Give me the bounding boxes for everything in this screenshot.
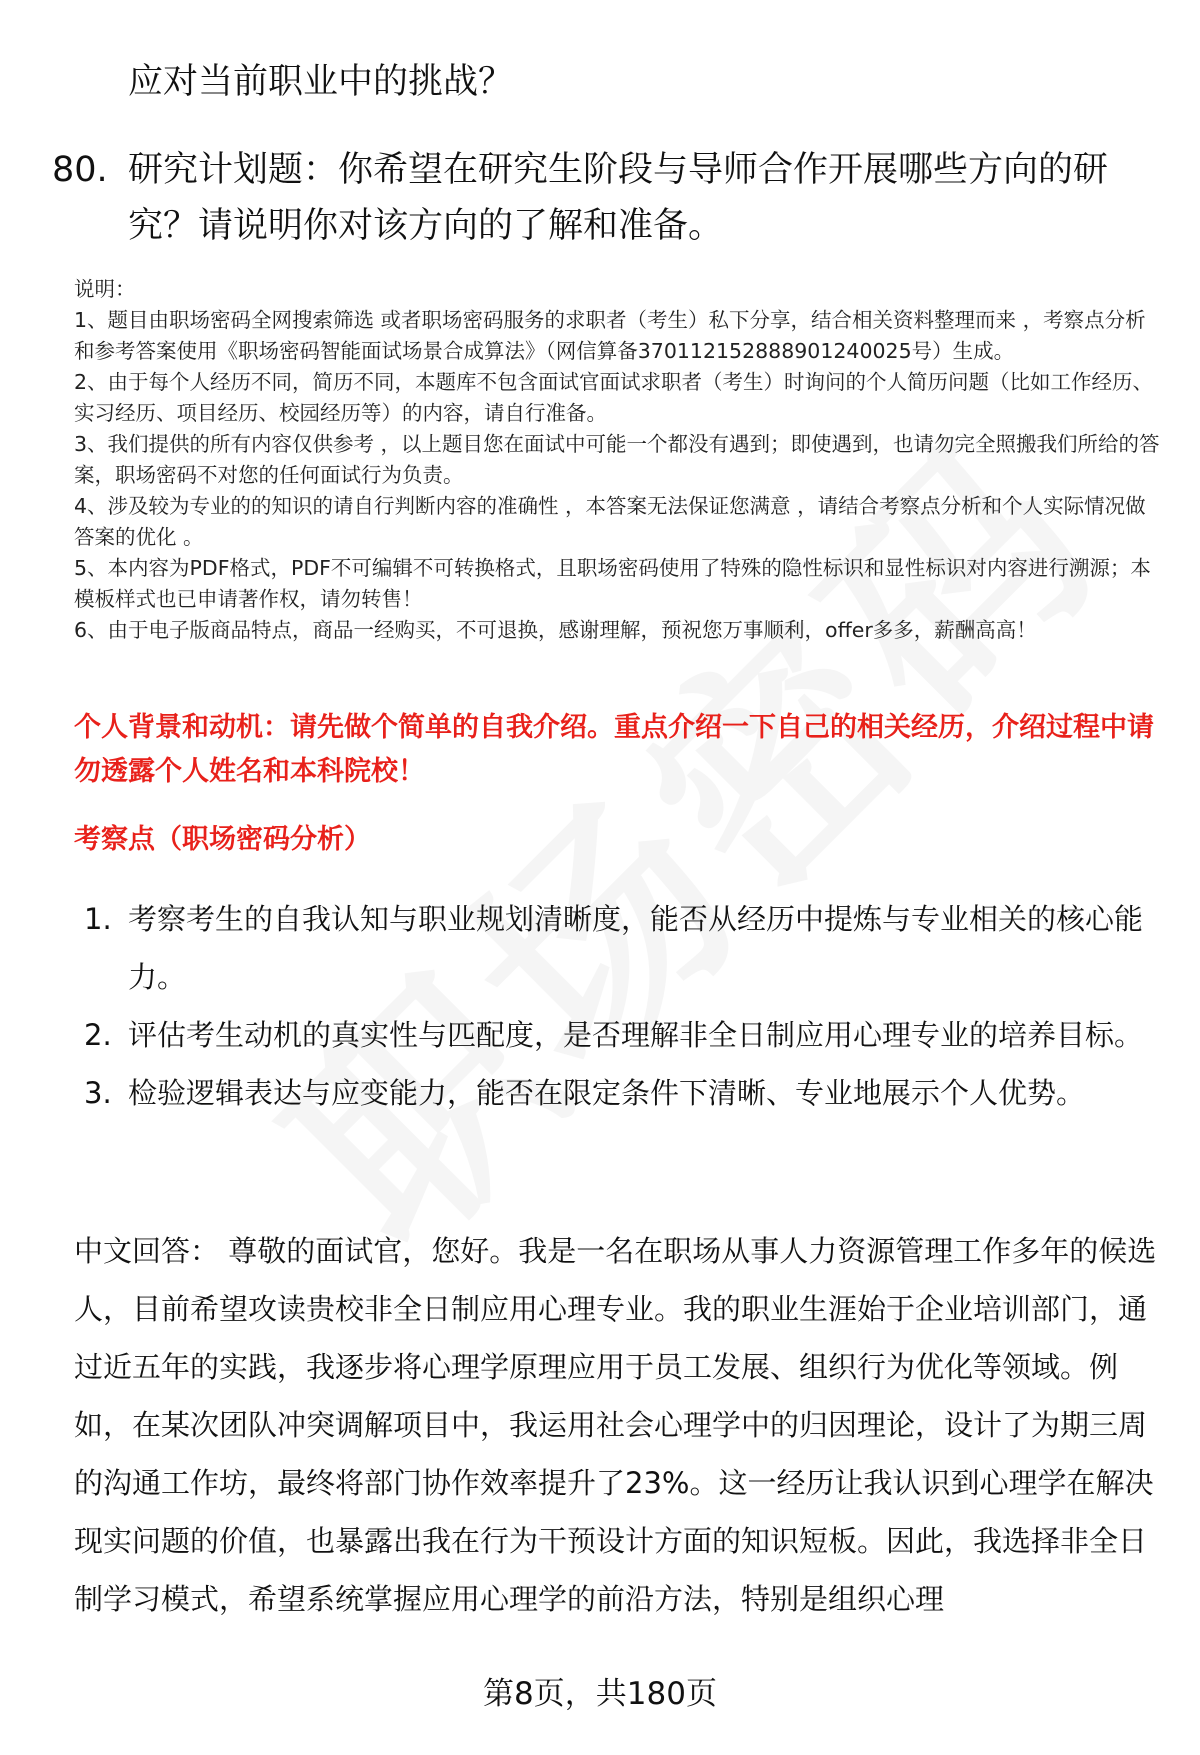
list-item-text: 检验逻辑表达与应变能力，能否在限定条件下清晰、专业地展示个人优势。 — [128, 1076, 1086, 1110]
list-item — [84, 1006, 1164, 1064]
note-item: 6、由于电子版商品特点，商品一经购买，不可退换，感谢理解，预祝您万事顺利，offer多多，薪酬高高！ — [74, 618, 1037, 642]
note-item: 2、由于每个人经历不同，简历不同，本题库不包含面试官面试求职者（考生）时询问的个人简历问题（比如工作经历、实习经历、项目经历、校园经历等）的内容，请自行准备。 — [74, 370, 1154, 425]
question-number: 80. — [52, 150, 108, 190]
list-item — [84, 1064, 1164, 1122]
question-continuation: 应对当前职业中的挑战？ — [128, 62, 514, 102]
list-item-text: 评估考生动机的真实性与匹配度，是否理解非全日制应用心理专业的培养目标。 — [128, 1018, 1144, 1052]
list-item-number: 1. — [84, 902, 112, 936]
exam-points-list — [84, 890, 1164, 1122]
note-item: 5、本内容为PDF格式，PDF不可编辑不可转换格式，且职场密码使用了特殊的隐性标识和显性标识对内容进行溯源；本模板样式也已申请著作权，请勿转售！ — [74, 556, 1151, 611]
note-item: 4、涉及较为专业的的知识的请自行判断内容的准确性 ，本答案无法保证您满意 ，请结合考察点分析和个人实际情况做答案的优化 。 — [74, 494, 1146, 549]
note-item: 3、我们提供的所有内容仅供参考 ，以上题目您在面试中可能一个都没有遇到；即使遇到，也请勿完全照搬我们所给的答案，职场密码不对您的任何面试行为负责。 — [74, 432, 1160, 487]
question-text: 研究计划题：你希望在研究生阶段与导师合作开展哪些方向的研究？请说明你对该方向的了解和准备。 — [128, 150, 1109, 246]
section-heading: 个人背景和动机：请先做个简单的自我介绍。重点介绍一下自己的相关经历，介绍过程中请勿透露个人姓名和本科院校！ — [74, 712, 1154, 787]
disclaimer-notes — [74, 274, 1164, 646]
list-item-number: 2. — [84, 1018, 112, 1052]
note-item: 1、题目由职场密码全网搜索筛选 或者职场密码服务的求职者（考生）私下分享，结合相关资料整理而来 ，考察点分析和参考答案使用《职场密码智能面试场景合成算法》（网信算备370112152888901240025号）生成。 — [74, 308, 1146, 363]
page-footer: 第8页，共180页 — [483, 1676, 717, 1712]
answer-paragraph: 中文回答： 尊敬的面试官，您好。我是一名在职场从事人力资源管理工作多年的候选人，目前希望攻读贵校非全日制应用心理专业。我的职业生涯始于企业培训部门，通过近五年的实践，我逐步将心理学原理应用于员工发展、组织行为优化等领域。例如，在某次团队冲突调解项目中，我运用社会心理学中的归因理论，设计了为期三周的沟通工作坊，最终将部门协作效率提升了23%。这一经历让我认识到心理学在解决现实问题的价值，也暴露出我在行为干预设计方面的知识短板。因此，我选择非全日制学习模式，希望系统掌握应用心理学的前沿方法，特别是组织心理 — [74, 1234, 1157, 1616]
question-80 — [52, 142, 1162, 254]
list-item-number: 3. — [84, 1076, 112, 1110]
list-item-text: 考察考生的自我认知与职业规划清晰度，能否从经历中提炼与专业相关的核心能力。 — [128, 902, 1144, 994]
notes-title: 说明： — [74, 277, 136, 301]
exam-points-title: 考察点（职场密码分析） — [74, 824, 371, 855]
list-item — [84, 890, 1164, 1006]
